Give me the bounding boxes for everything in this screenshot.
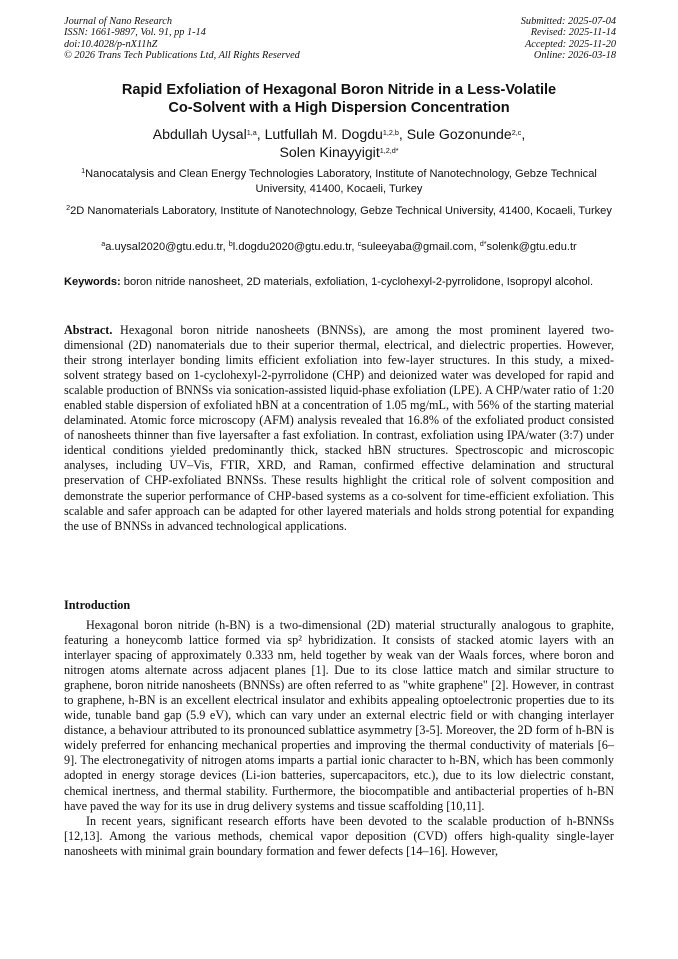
- email-mark: b: [228, 239, 233, 248]
- intro-paragraph: Hexagonal boron nitride (h-BN) is a two-dimensional (2D) material structurally analogous to graphite, featuring a honeycomb lattice formed via sp² hybridization. It consists of stacked atomic layers with an interlayer spacing of approximately 0.333 nm, held together by weak van der Waals forces, where boron and nitrogen atoms alternate across adjacent planes [1]. Due to its close lattice match and similar structure to graphene, boron nitride nanosheets (BNNSs) are often referred to as "white graphene" [2]. However, in contrast to graphene, h-BN is an excellent electrical insulator and exhibits appealing optoelectronic properties due to its wide, tunable band gap (5.9 eV), which can vary under an external electric field or with changing interlayer distance, a behaviour attributed to its pronounced sublattice asymmetry [3-5]. Moreover, the 2D form of h-BN is widely preferred for enhancing mechanical properties and improving the thermal conductivity of materials [6–9]. The electronegativity of nitrogen atoms imparts a partial ionic character to h-BN, which has been commonly adopted in energy storage devices (Li-ion batteries, supercapacitors, etc.), due to its low dielectric constant, chemical inertness, and thermal stability. Furthermore, the biocompatible and antibacterial properties of h-BN have paved the way for its use in drug delivery systems and tissue scaffolding [10,11].: [64, 618, 614, 813]
- affiliation-2: [64, 204, 614, 219]
- email-address: suleeyaba@gmail.com,: [361, 241, 480, 253]
- email-address: a.uysal2020@gtu.edu.tr,: [105, 241, 229, 253]
- title-line-1: Rapid Exfoliation of Hexagonal Boron Nitride in a Less-Volatile: [121, 82, 557, 98]
- author-name: Sule Gozonunde: [406, 126, 512, 142]
- journal-info: [64, 16, 300, 62]
- author-list: [64, 125, 614, 161]
- date-submitted: Submitted: 2025-07-04: [520, 16, 616, 27]
- email-mark: d*: [479, 239, 487, 248]
- author-affiliation-mark: 1,2,d*: [379, 146, 399, 155]
- abstract: [64, 323, 614, 534]
- abstract-text: Hexagonal boron nitride nanosheets (BNNSs), are among the most prominent layered two-dimensional (2D) nanomaterials due to their superior thermal, electrical, and dielectric properties. However, their strong interlayer bonding limits efficient exfoliation into few-layer structures. In this study, a mixed-solvent strategy based on 1-cyclohexyl-2-pyrrolidone (CHP) and deionized water was developed for rapid and scalable production of BNNSs via sonication-assisted liquid-phase exfoliation (LPE). A CHP/water ratio of 1:20 enabled stable dispersion of exfoliated hBN at a concentration of 1.05 mg/mL, with 56% of the starting material delaminated. Atomic force microscopy (AFM) analysis revealed that 16.8% of the exfoliated product consisted of nanosheets thinner than five layersafter a fast exfoliation. In contrast, exfoliation using IPA/water (3:7) under identical conditions yielded predominantly thick, stacked hBN structures. Spectroscopic and microscopic analyses, including UV–Vis, FTIR, XRD, and Raman, confirmed effective delamination and structural preservation of CHP-exfoliated BNNSs. These results highlight the critical role of solvent composition and demonstrate the superior performance of CHP-based systems as a co-solvent for time-efficient exfoliation. This scalable and safer approach can be adapted for other layered materials and holds strong potential for expanding the use of BNNSs in advanced technological applications.: [64, 323, 614, 533]
- paper-title: [64, 81, 614, 117]
- title-line-2: Co-Solvent with a High Dispersion Concentration: [168, 100, 510, 116]
- email-mark: c: [357, 239, 362, 248]
- date-online: Online: 2026-03-18: [533, 50, 616, 62]
- journal-name: Journal of Nano Research: [64, 16, 173, 27]
- keywords-label: Keywords:: [64, 276, 121, 288]
- email-mark: a: [101, 239, 106, 248]
- intro-paragraph: In recent years, significant research efforts have been devoted to the scalable production of h-BNNSs [12,13]. Among the various methods, chemical vapor deposition (CVD) offers high-quality single-layer nanosheets with minimal grain boundary formation and fewer defects [14–16]. However,: [64, 813, 614, 858]
- introduction-body: [64, 618, 614, 859]
- date-revised: Revised: 2025-11-14: [530, 27, 616, 39]
- journal-doi: doi:10.4028/p-nX11hZ: [64, 38, 158, 50]
- keywords: [64, 275, 614, 289]
- journal-issn: ISSN: 1661-9897, Vol. 91, pp 1-14: [64, 27, 206, 39]
- submission-dates: [521, 16, 616, 62]
- author-name: Lutfullah M. Dogdu: [264, 126, 383, 142]
- affiliation-mark: 2: [66, 203, 71, 212]
- email-address: l.dogdu2020@gtu.edu.tr,: [232, 241, 358, 253]
- affiliation-text: Nanocatalysis and Clean Energy Technologies Laboratory, Institute of Nanotechnology, Gebze Technical University, 41400, Kocaeli, Turkey: [85, 168, 597, 195]
- author-affiliation-mark: 1,a: [246, 128, 257, 137]
- journal-copyright: © 2026 Trans Tech Publications Ltd, All Rights Reserved: [64, 50, 300, 62]
- author-name: Abdullah Uysal: [152, 126, 247, 142]
- author-affiliation-mark: 1,2,b: [382, 128, 399, 137]
- author-emails: [64, 240, 614, 255]
- author-separator: ,: [521, 126, 526, 142]
- email-address: solenk@gtu.edu.tr: [486, 241, 577, 253]
- affiliation-mark: 1: [81, 166, 86, 175]
- affiliation-1: [64, 167, 614, 196]
- affiliation-text: 2D Nanomaterials Laboratory, Institute of Nanotechnology, Gebze Technical University, 41400, Kocaeli, Turkey: [70, 205, 612, 217]
- date-accepted: Accepted: 2025-11-20: [524, 38, 616, 50]
- author-separator: ,: [256, 126, 265, 142]
- keywords-text: boron nitride nanosheet, 2D materials, exfoliation, 1-cyclohexyl-2-pyrrolidone, Isopropyl alcohol.: [120, 276, 594, 288]
- author-affiliation-mark: 2,c: [511, 128, 522, 137]
- author-separator: ,: [398, 126, 407, 142]
- author-name: Solen Kinayyigit: [279, 144, 380, 160]
- section-heading-introduction: Introduction: [64, 598, 131, 612]
- abstract-label: Abstract.: [64, 323, 113, 337]
